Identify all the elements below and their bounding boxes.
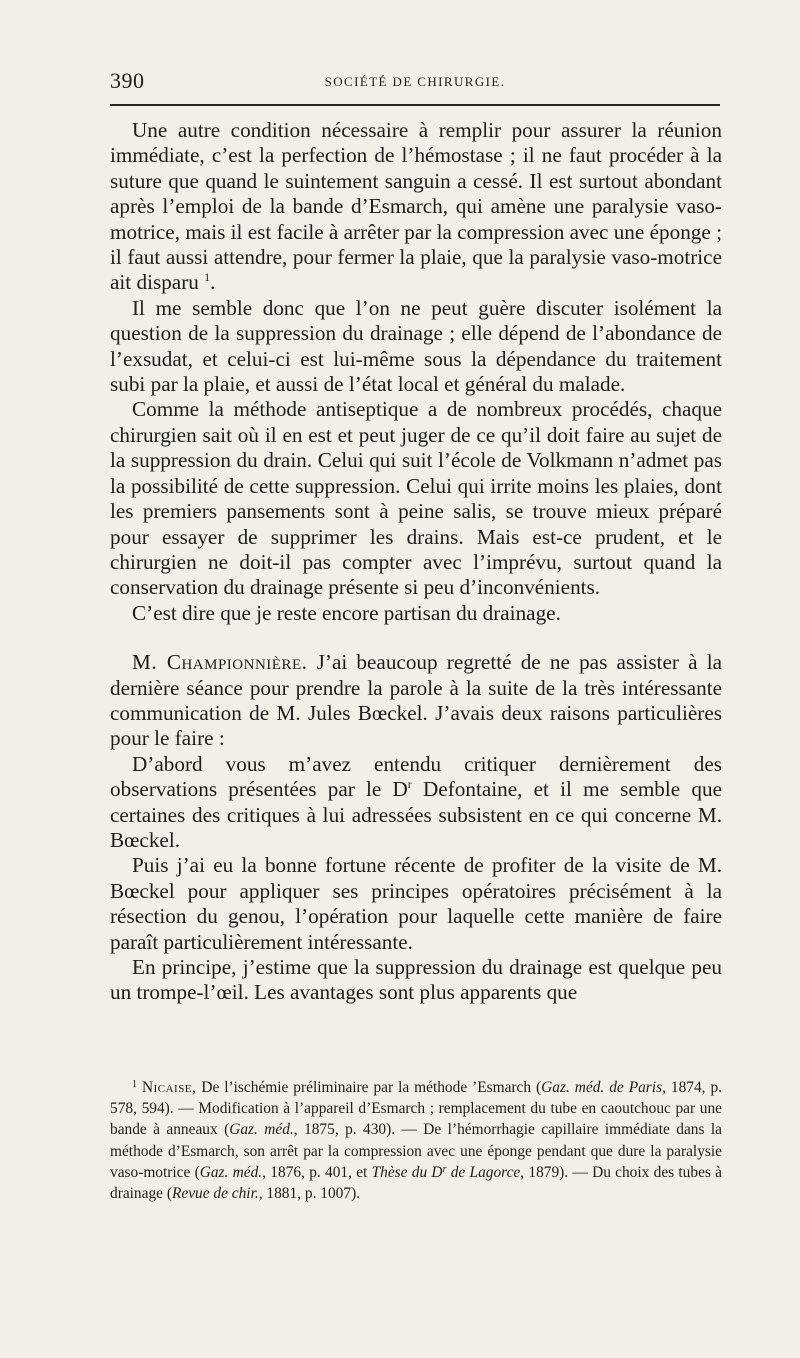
- speaker-name: M. Championnière.: [132, 650, 308, 675]
- paragraph: D’abord vous m’avez entendu critiquer dernièrement des observations présentées par le $D^r$ Defontaine, et il me semble que certaines des critiques à lui adressées subsistent en ce qui concerne M. Bœckel.: [110, 751, 722, 852]
- paragraph: Il me semble donc que l’on ne peut guère discuter isolément la question de la suppression du drainage ; elle dépend de l’abondance de l’exsudat, et celui-ci est lui-même sous la dépendance du traitement subi par la plaie, et aussi de l’état local et général du malade.: [110, 295, 722, 397]
- body-text: [110, 118, 722, 1006]
- footnote: $^1$ Nicaise, De l’ischémie préliminaire par la méthode ’Esmarch (Gaz. méd. de Paris, 1874, p. 578, 594). — Modification à l’appareil d’Esmarch ; remplacement du tube en caoutchouc par une bande à anneaux (Gaz. méd., 1875, p. 430). — De l’hémorrhagie capillaire immédiate dans la méthode d’Esmarch, son arrêt par la compression avec une éponge pendant que dure la paralysie vaso-motrice (Gaz. méd., 1876, p. 401, et Thèse du D$^r$ de Lagorce, 1879). — Du choix des tubes à drainage (Revue de chir., 1881, p. 1007).: [110, 1079, 723, 1203]
- paragraph-text: J’ai beaucoup regretté de ne pas assister à la dernière séance pour prendre la parole à la suite de la très intéressante communication de M. Jules Bœckel. J’avais deux raisons particulières pour le faire :: [110, 650, 722, 751]
- paragraph: C’est dire que je reste encore partisan du drainage.: [132, 600, 561, 625]
- paragraph: [110, 650, 722, 752]
- paragraph-text: Une autre condition nécessaire à remplir pour assurer la réunion immédiate, c’est la perfection de l’hémostase ; il ne faut procéder à la suture que quand le suintement sanguin a cessé. Il est surtout abondant après l’emploi de la bande d’Esmarch, qui amène une paralysie vaso-motrice, mais il est facile à arrêter par la compression avec une éponge ; il faut aussi attendre, pour fermer la plaie, que la paralysie vaso-motrice ait disparu: [110, 118, 722, 295]
- page-header: [110, 68, 720, 98]
- paragraph: Une autre condition nécessaire à remplir pour assurer la réunion immédiate, c’est la perfection de l’hémostase ; il ne faut procéder à la suture que quand le suintement sanguin a cessé. Il est surtout abondant après l’emploi de la bande d’Esmarch, qui amène une paralysie vaso-motrice, mais il est facile à arrêter par la compression avec une éponge ; il faut aussi attendre, pour fermer la plaie, que la paralysie vaso-motrice ait disparu $^1$.: [110, 118, 722, 295]
- superscript: r: [407, 777, 412, 792]
- running-head: SOCIÉTÉ DE CHIRURGIE.: [324, 74, 506, 89]
- paragraph: Comme la méthode antiseptique a de nombreux procédés, chaque chirurgien sait où il en est et peut juger de ce qu’il doit faire au sujet de la suppression du drain. Celui qui suit l’école de Volkmann n’admet pas la possibilité de cette suppression. Celui qui irrite moins les plaies, dont les premiers pansements sont à peine salis, se trouve mieux préparé pour essayer de supprimer les drains. Mais est-ce prudent, et le chirurgien ne doit-il pas compter avec l’imprévu, surtout quand la conservation du drainage présente si peu d’inconvénients.: [110, 397, 722, 600]
- header-rule: [110, 104, 720, 106]
- footnote-ref: 1: [204, 270, 211, 285]
- paragraph: Puis j’ai eu la bonne fortune récente de profiter de la visite de M. Bœckel pour appliquer ses principes opératoires précisément à la résection du genou, l’opération pour laquelle cette manière de faire paraît particulièrement intéressante.: [110, 853, 722, 954]
- footnote-mark: 1: [132, 1079, 137, 1090]
- paragraph: En principe, j’estime que la suppression du drainage est quelque peu un trompe-l’œil. Les avantages sont plus apparents que: [110, 955, 722, 1005]
- footnote-author: Nicaise,: [141, 1079, 197, 1096]
- page-number: 390: [110, 68, 145, 93]
- footnotes: [110, 1077, 722, 1204]
